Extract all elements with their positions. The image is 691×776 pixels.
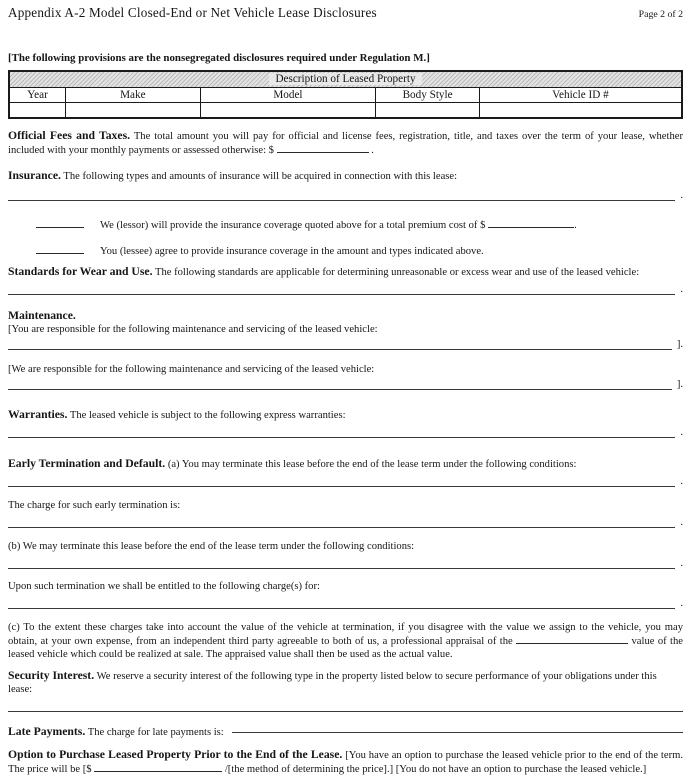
document-header <box>8 5 683 21</box>
security-interest-fill-row <box>8 702 683 712</box>
standards-fill-line[interactable] <box>8 285 675 295</box>
year-value-cell[interactable] <box>9 102 66 118</box>
security-interest-text: We reserve a security interest of the following type in the property listed below to secure performance of your obligations under this lease: <box>8 671 657 695</box>
early-termination-b-fill-line[interactable] <box>8 559 675 569</box>
early-termination-a-fill-line[interactable] <box>8 477 675 487</box>
purchase-price-blank[interactable] <box>94 762 222 772</box>
maintenance-lessor-fill-line[interactable] <box>8 380 672 390</box>
column-header-year: Year <box>9 87 66 102</box>
table-caption: Description of Leased Property <box>9 71 682 87</box>
table-caption-row <box>9 71 682 87</box>
warranties-fill-row: . <box>8 428 683 438</box>
lessor-option-blank[interactable] <box>36 218 84 228</box>
early-termination-upon-text: Upon such termination we shall be entitled to the following charge(s) for: <box>8 581 320 592</box>
security-interest-title: Security Interest. <box>8 669 95 682</box>
maintenance-lessor-text: [We are responsible for the following maintenance and servicing of the leased vehicle: <box>8 364 375 375</box>
premium-cost-blank[interactable] <box>488 218 574 228</box>
late-payments-text: The charge for late payments is: <box>87 727 224 738</box>
early-termination-c-paragraph: (c) To the extent these charges take into account the value of the vehicle at termination, if you disagree with the value we assign to the vehicle, you may obtain, at your own expense, from an independent third party agreeable to both of us, a professional appraisal of the value of the leased vehicle which could be realized at sale. The appraised value shall then be used as the actual value. <box>8 622 683 660</box>
body-style-value-cell[interactable] <box>376 102 480 118</box>
make-value-cell[interactable] <box>66 102 201 118</box>
standards-title: Standards for Wear and Use. <box>8 265 153 278</box>
provision-note: [The following provisions are the nonsegregated disclosures required under Regulation M.] <box>8 52 430 64</box>
late-payments-section <box>8 725 683 738</box>
official-fees-amount-blank[interactable] <box>277 143 369 153</box>
warranties-text: The leased vehicle is subject to the following express warranties: <box>69 410 346 421</box>
early-termination-title: Early Termination and Default. <box>8 457 166 470</box>
early-termination-b-fill-row: . <box>8 559 683 569</box>
column-header-make: Make <box>66 87 201 102</box>
early-termination-charge-fill-row: . <box>8 518 683 528</box>
document-title: Appendix A-2 Model Closed-End or Net Vehicle Lease Disclosures <box>8 5 377 20</box>
early-termination-a-fill-row: . <box>8 477 683 487</box>
security-interest-section <box>8 669 683 696</box>
official-fees-title: Official Fees and Taxes. <box>8 129 131 142</box>
early-termination-b-text: (b) We may terminate this lease before the end of the lease term under the following conditions: <box>8 541 415 552</box>
early-termination-upon-fill-line[interactable] <box>8 599 675 609</box>
insurance-lessee-line: You (lessee) agree to provide insurance coverage in the amount and types indicated above. <box>36 244 683 258</box>
standards-fill-line-row: . <box>8 285 683 295</box>
early-termination-charge-fill-line[interactable] <box>8 518 675 528</box>
official-fees-section: Official Fees and Taxes. The total amount you will pay for official and license fees, registration, title, and taxes over the term of your lease, whether included with your monthly payments or assessed otherwise: $ . <box>8 129 683 156</box>
late-payments-title: Late Payments. <box>8 725 86 738</box>
lessee-option-blank[interactable] <box>36 244 84 254</box>
page-number: Page 2 of 2 <box>638 9 683 20</box>
option-purchase-section: Option to Purchase Leased Property Prior to the End of the Lease. [You have an option to purchase the leased vehicle prior to the end of the term. The price will be [$ /[the method of determining the price].] [You do not have an option to purchase the leased vehicle.] <box>8 748 683 775</box>
warranties-section <box>8 408 683 422</box>
early-termination-section <box>8 457 683 471</box>
maintenance-title-line <box>8 309 683 323</box>
standards-section <box>8 265 683 279</box>
column-header-vehicle-id: Vehicle ID # <box>479 87 682 102</box>
official-fees-text: The total amount you will pay for official and license fees, registration, title, and taxes over the term of your lease, whether included with your monthly payments or assessed otherwise: $ <box>8 131 683 156</box>
option-purchase-title: Option to Purchase Leased Property Prior to the End of the Lease. <box>8 748 343 761</box>
insurance-text: The following types and amounts of insurance will be acquired in connection with this lease: <box>63 171 458 182</box>
early-termination-charge-text: The charge for such early termination is: <box>8 500 181 511</box>
insurance-fill-line-row: . <box>8 191 683 201</box>
insurance-fill-line[interactable] <box>8 191 675 201</box>
insurance-lessor-line: We (lessor) will provide the insurance coverage quoted above for a total premium cost of $ . <box>36 218 683 232</box>
appraisal-value-type-blank[interactable] <box>516 634 628 644</box>
warranties-fill-line[interactable] <box>8 428 675 438</box>
insurance-section <box>8 169 683 183</box>
vehicle-id-value-cell[interactable] <box>479 102 682 118</box>
column-header-body-style: Body Style <box>376 87 480 102</box>
maintenance-title: Maintenance. <box>8 309 76 322</box>
maintenance-lessee-fill-line[interactable] <box>8 340 672 350</box>
security-interest-fill-line[interactable] <box>8 702 683 712</box>
maintenance-lessee-fill-row: ]. <box>8 340 683 350</box>
leased-property-table <box>8 70 683 119</box>
table-row <box>9 102 682 118</box>
insurance-title: Insurance. <box>8 169 61 182</box>
early-termination-a-text: (a) You may terminate this lease before the end of the lease term under the following conditions: <box>167 459 577 470</box>
standards-text: The following standards are applicable for determining unreasonable or excess wear and use of the leased vehicle: <box>154 267 640 278</box>
warranties-title: Warranties. <box>8 408 68 421</box>
column-header-model: Model <box>200 87 376 102</box>
late-payments-fill-line[interactable] <box>232 723 683 733</box>
table-header-row <box>9 87 682 102</box>
model-value-cell[interactable] <box>200 102 376 118</box>
early-termination-upon-fill-row: . <box>8 599 683 609</box>
maintenance-lessor-fill-row: ]. <box>8 380 683 390</box>
maintenance-lessee-text: [You are responsible for the following maintenance and servicing of the leased vehicle: <box>8 324 378 335</box>
